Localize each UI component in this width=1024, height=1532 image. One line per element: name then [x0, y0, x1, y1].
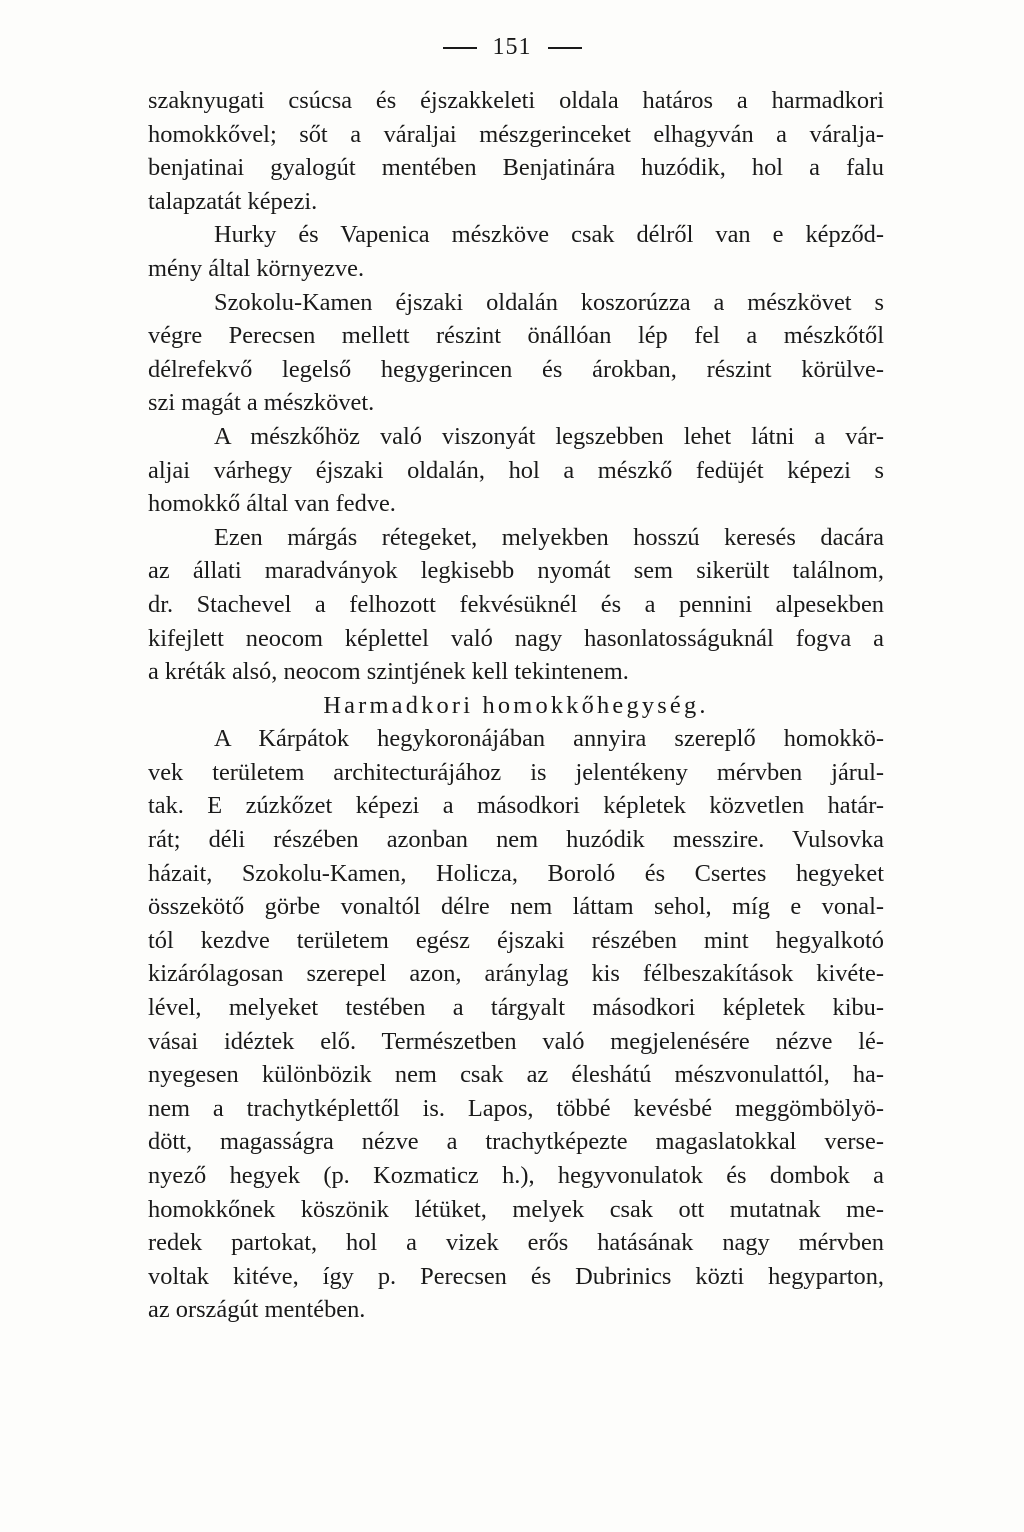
text-line: házait, Szokolu-Kamen, Holicza, Boroló és Csertes hegyeket [148, 859, 884, 887]
text-line: voltak kitéve, így p. Perecsen és Dubrinics közti hegyparton, [148, 1262, 884, 1290]
text-line: tól kezdve területem egész éjszaki részében mint hegyalkotó [148, 926, 884, 954]
text-line: nyező hegyek (p. Kozmaticz h.), hegyvonulatok és dombok a [148, 1162, 884, 1189]
dash-right [548, 47, 582, 49]
text-line: a kréták alsó, neocom szintjének kell tekintenem. [148, 658, 629, 686]
text-line: lével, melyeket testében a tárgyalt másodkori képletek kibu- [148, 994, 884, 1022]
text-line: délrefekvő legelső hegygerincen és árokban, részint körülve- [148, 355, 884, 383]
text-line: mény által környezve. [148, 254, 365, 282]
text-line: homokkőnek köszönik létüket, melyek csak ott mutatnak me- [148, 1195, 884, 1223]
section-heading: Harmadkori homokkőhegység. [323, 691, 709, 719]
text-line: benjatinai gyalogút mentében Benjatinára huzódik, hol a falu [148, 154, 884, 182]
text-line: Szokolu-Kamen éjszaki oldalán koszorúzza a mészkövet s [214, 288, 884, 316]
text-line: homokkővel; sőt a váraljai mészgerinceket elhagyván a váralja- [148, 120, 884, 148]
text-line: szaknyugati csúcsa és éjszakkeleti oldala határos a harmadkori [148, 87, 884, 114]
text-line: kizárólagosan szerepel azon, aránylag kis félbeszakítások kivéte- [148, 960, 884, 988]
text-line: Ezen márgás rétegeket, melyekben hosszú keresés dacára [214, 523, 884, 551]
text-line: dött, magasságra nézve a trachytképezte magaslatokkal verse- [148, 1128, 884, 1156]
dash-left [443, 47, 477, 49]
text-line: összekötő görbe vonaltól délre nem láttam sehol, míg e vonal- [148, 893, 884, 921]
text-line: A Kárpátok hegykoronájában annyira szereplő homokkö- [214, 725, 884, 753]
text-line: az állati maradványok legkisebb nyomát sem sikerült találnom, [148, 557, 884, 585]
text-line: tak. E zúzkőzet képezi a másodkori képletek közvetlen határ- [148, 792, 884, 820]
text-line: talapzatát képezi. [148, 187, 318, 215]
text-line: homokkő által van fedve. [148, 490, 396, 518]
text-line: Hurky és Vapenica mészköve csak délről van e képződ- [214, 221, 884, 249]
text-line: végre Perecsen mellett részint önállóan lép fel a mészkőtől [148, 322, 884, 350]
text-line: aljai várhegy éjszaki oldalán, hol a mészkő fedüjét képezi s [148, 456, 884, 484]
text-line: rát; déli részében azonban nem huzódik messzire. Vulsovka [148, 826, 884, 854]
body-text [148, 84, 884, 1327]
text-line: nem a trachytképlettől is. Lapos, többé kevésbé meggömbölyö- [148, 1094, 884, 1122]
text-line: nyegesen különbözik nem csak az éleshátú mészvonulattól, ha- [148, 1061, 884, 1089]
page-header [0, 34, 1024, 61]
text-line: szi magát a mészkövet. [148, 389, 375, 417]
text-line: kifejlett neocom képlettel való nagy hasonlatosságuknál fogva a [148, 624, 884, 652]
text-line: az országút mentében. [148, 1296, 366, 1324]
text-line: dr. Stachevel a felhozott fekvésüknél és a pennini alpesekben [148, 590, 884, 618]
text-line: vek területem architecturájához is jelentékeny mérvben járul- [148, 758, 884, 786]
text-line: vásai idéztek elő. Természetben való megjelenésére nézve lé- [148, 1027, 884, 1055]
text-line: redek partokat, hol a vizek erős hatásának nagy mérvben [148, 1229, 884, 1257]
page-number: 151 [492, 34, 532, 60]
text-line: A mészkőhöz való viszonyát legszebben lehet látni a vár- [214, 422, 884, 450]
